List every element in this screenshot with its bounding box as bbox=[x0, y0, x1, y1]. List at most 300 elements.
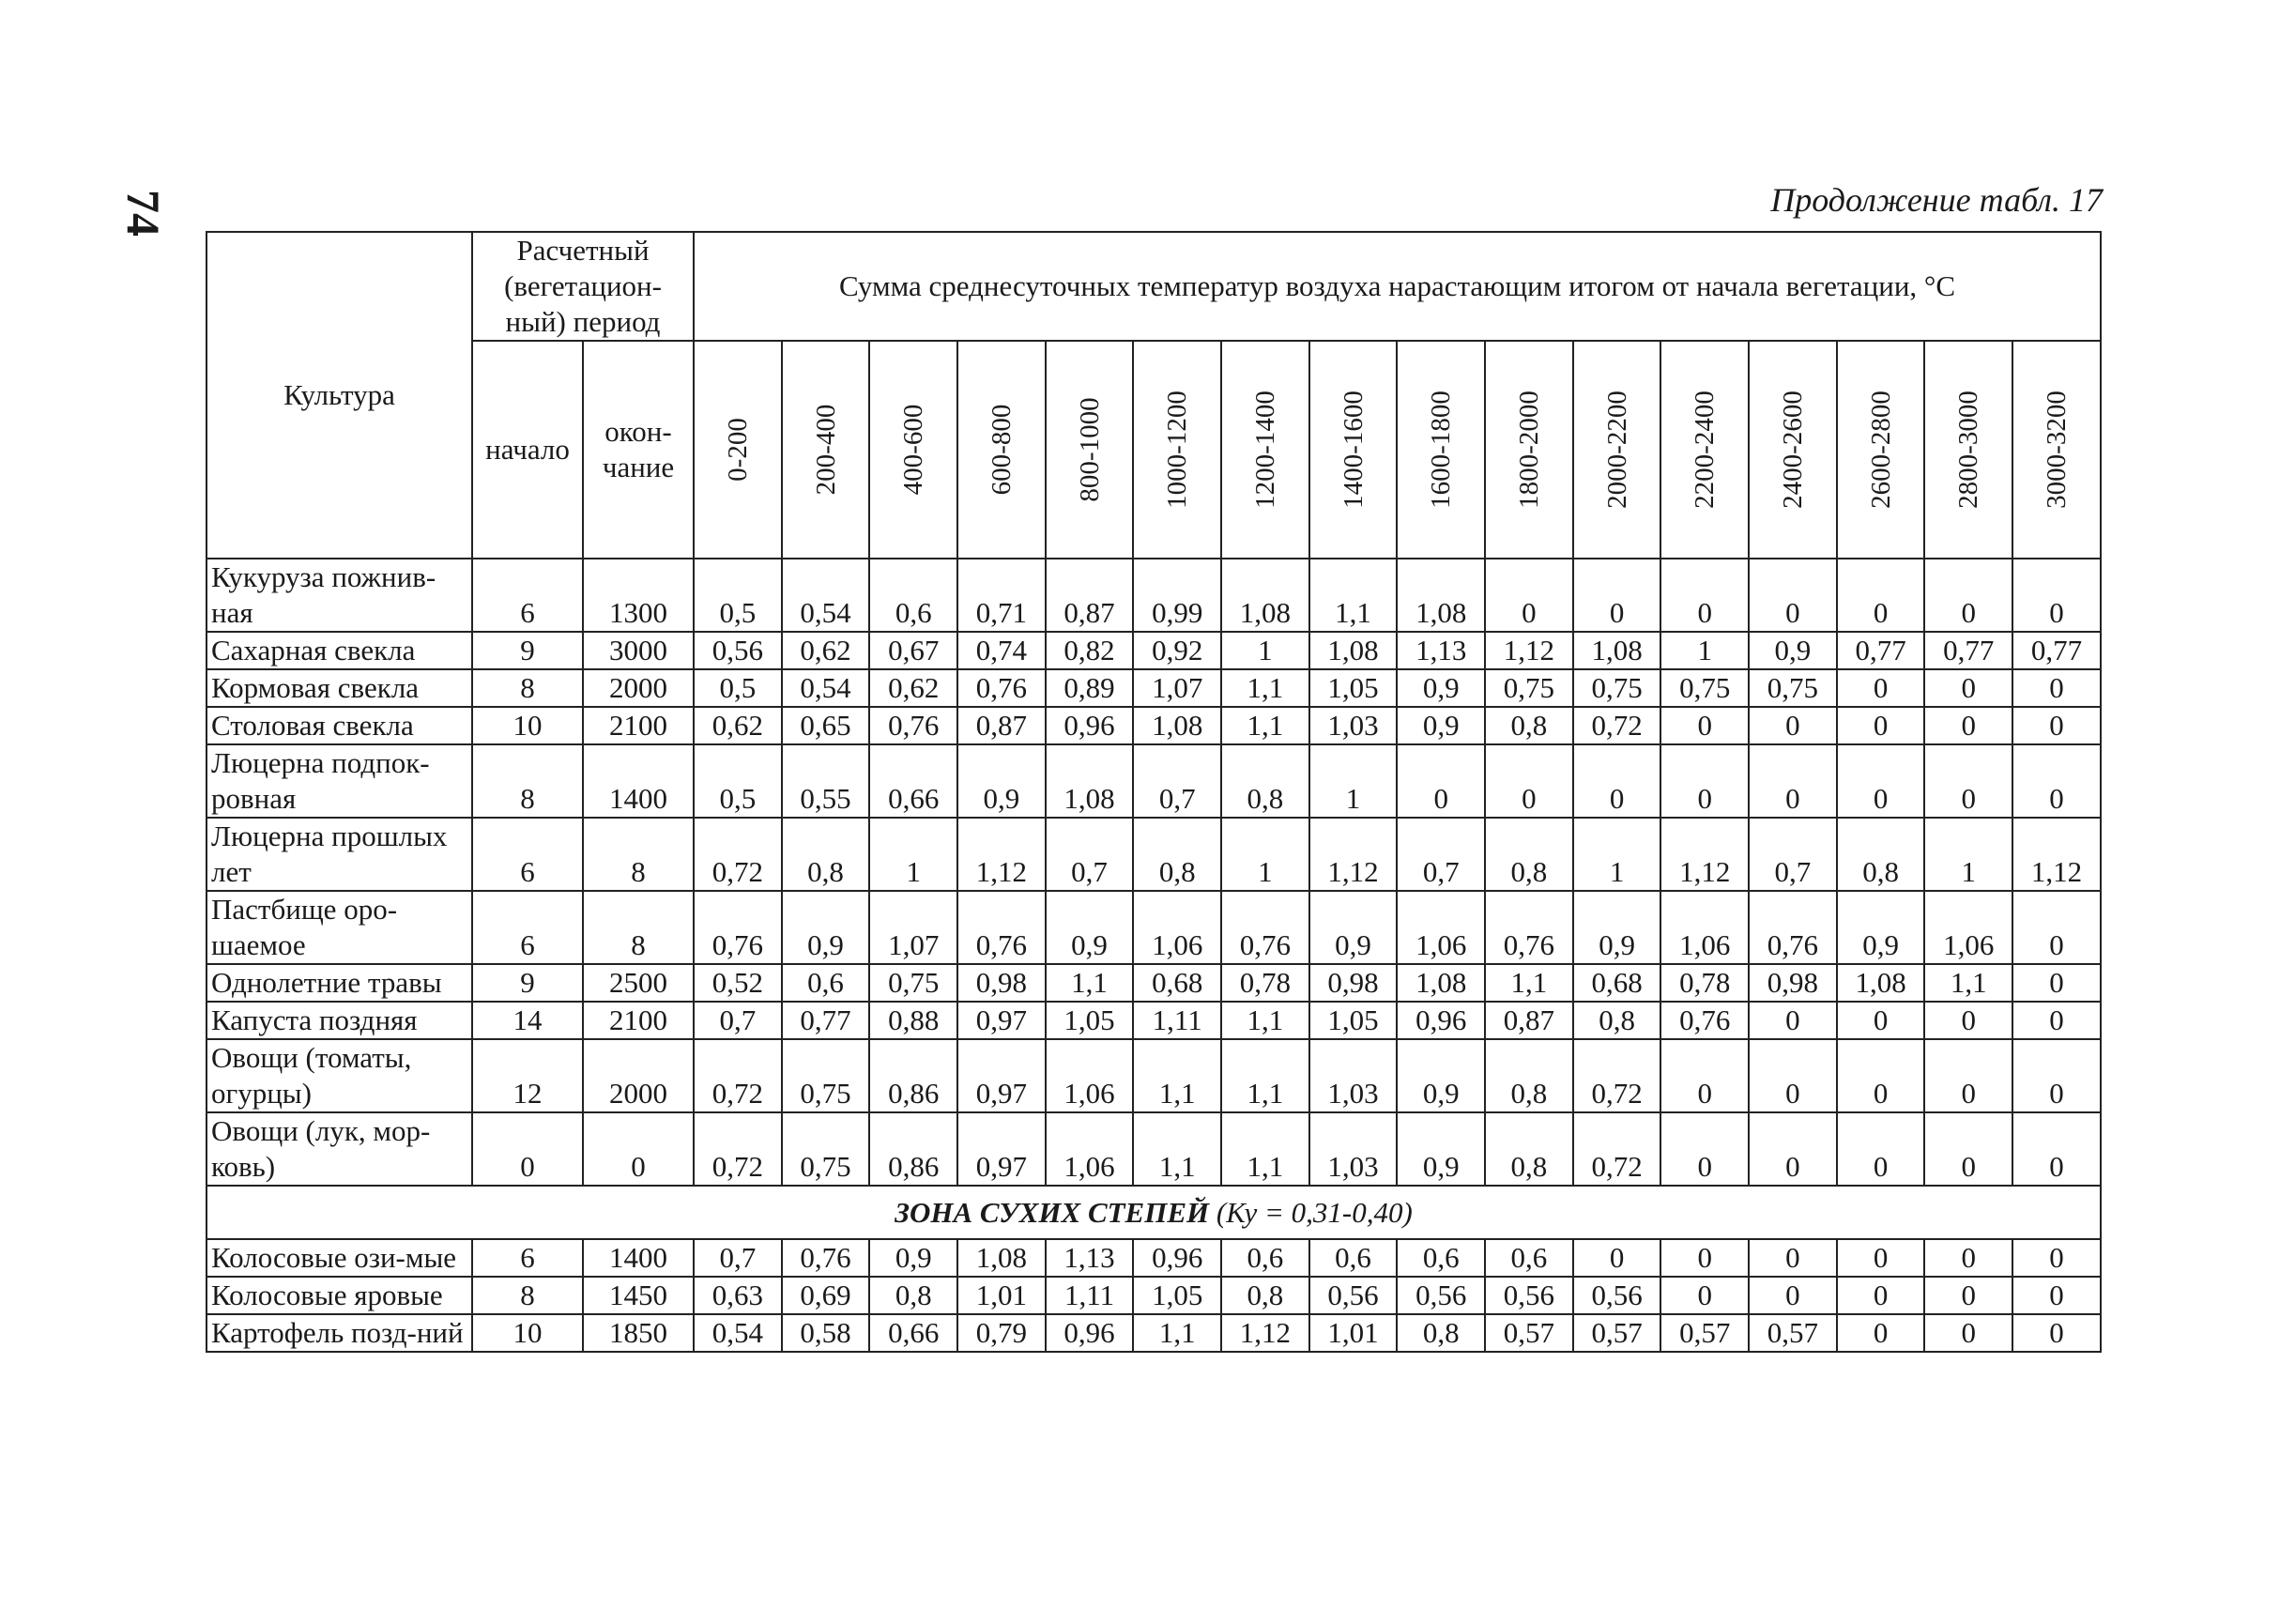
crop-name: Овощи (томаты, огурцы) bbox=[207, 1039, 472, 1112]
coefficient-cell: 1,1 bbox=[1309, 559, 1398, 632]
coefficient-cell: 0,54 bbox=[694, 1314, 782, 1352]
header-period-end: окон-чание bbox=[583, 341, 694, 559]
period-end: 2100 bbox=[583, 707, 694, 744]
coefficient-cell: 0,98 bbox=[1309, 964, 1398, 1002]
period-start: 12 bbox=[472, 1039, 583, 1112]
coefficient-cell: 0,74 bbox=[957, 632, 1046, 669]
coefficient-cell: 0,76 bbox=[1749, 891, 1837, 964]
period-start: 8 bbox=[472, 669, 583, 707]
coefficient-cell: 0,72 bbox=[1573, 1039, 1661, 1112]
coefficient-cell: 0,86 bbox=[869, 1039, 957, 1112]
coefficient-cell: 1,1 bbox=[1221, 669, 1309, 707]
coefficient-cell: 0 bbox=[2012, 744, 2101, 818]
coefficient-cell: 1,05 bbox=[1309, 1002, 1398, 1039]
period-end: 1400 bbox=[583, 1239, 694, 1277]
coefficient-cell: 0 bbox=[2012, 1002, 2101, 1039]
header-row-ranges bbox=[207, 341, 2101, 559]
coefficient-cell: 0 bbox=[1749, 744, 1837, 818]
period-start: 10 bbox=[472, 1314, 583, 1352]
coefficient-cell: 1 bbox=[1221, 818, 1309, 891]
coefficient-cell: 1,06 bbox=[1046, 1112, 1134, 1186]
coefficient-cell: 0,6 bbox=[1397, 1239, 1485, 1277]
coefficient-cell: 0 bbox=[1924, 559, 2012, 632]
header-range bbox=[1309, 341, 1398, 559]
period-end: 1400 bbox=[583, 744, 694, 818]
coefficient-cell: 0,9 bbox=[1397, 1039, 1485, 1112]
period-start: 10 bbox=[472, 707, 583, 744]
coefficient-cell: 1,07 bbox=[1133, 669, 1221, 707]
coefficient-cell: 1,1 bbox=[1924, 964, 2012, 1002]
coefficient-cell: 0,72 bbox=[694, 818, 782, 891]
coefficient-cell: 0,6 bbox=[1485, 1239, 1573, 1277]
coefficient-cell: 0 bbox=[2012, 707, 2101, 744]
coefficient-cell: 1,01 bbox=[1309, 1314, 1398, 1352]
coefficient-cell: 0,71 bbox=[957, 559, 1046, 632]
coefficient-cell: 0,66 bbox=[869, 1314, 957, 1352]
header-range bbox=[1837, 341, 1925, 559]
coefficient-cell: 0,78 bbox=[1221, 964, 1309, 1002]
coefficient-cell: 0,7 bbox=[694, 1239, 782, 1277]
coefficient-cell: 0 bbox=[1837, 1002, 1925, 1039]
table-row bbox=[207, 1039, 2101, 1112]
period-start: 6 bbox=[472, 891, 583, 964]
coefficient-cell: 1,08 bbox=[1397, 559, 1485, 632]
coefficient-cell: 0 bbox=[1837, 559, 1925, 632]
table-continuation-caption: Продолжение табл. 17 bbox=[1770, 181, 2103, 219]
coefficient-cell: 1,1 bbox=[1221, 1039, 1309, 1112]
coefficient-cell: 0,75 bbox=[1573, 669, 1661, 707]
table-row bbox=[207, 1277, 2101, 1314]
coefficient-cell: 0,75 bbox=[1660, 669, 1749, 707]
coefficient-cell: 1,12 bbox=[2012, 818, 2101, 891]
coefficient-cell: 1,1 bbox=[1221, 1002, 1309, 1039]
coefficient-cell: 0,75 bbox=[869, 964, 957, 1002]
coefficient-cell: 0,7 bbox=[1749, 818, 1837, 891]
header-range bbox=[2012, 341, 2101, 559]
coefficient-cell: 0 bbox=[1749, 707, 1837, 744]
table-row bbox=[207, 744, 2101, 818]
header-crop: Культура bbox=[207, 232, 472, 559]
coefficient-cell: 0,56 bbox=[694, 632, 782, 669]
coefficient-cell: 0 bbox=[1397, 744, 1485, 818]
crop-name: Кукуруза пожнив-ная bbox=[207, 559, 472, 632]
coefficient-cell: 0,56 bbox=[1309, 1277, 1398, 1314]
header-range-label: 2200-2400 bbox=[1690, 391, 1721, 509]
coefficient-cell: 1 bbox=[1221, 632, 1309, 669]
period-start: 14 bbox=[472, 1002, 583, 1039]
period-start: 8 bbox=[472, 1277, 583, 1314]
coefficient-cell: 0,9 bbox=[1046, 891, 1134, 964]
coefficient-cell: 0,9 bbox=[957, 744, 1046, 818]
table-row bbox=[207, 1314, 2101, 1352]
crop-name: Колосовые ози-мые bbox=[207, 1239, 472, 1277]
period-start: 0 bbox=[472, 1112, 583, 1186]
coefficient-cell: 0,8 bbox=[1573, 1002, 1661, 1039]
coefficient-cell: 0,99 bbox=[1133, 559, 1221, 632]
coefficient-cell: 0 bbox=[1837, 669, 1925, 707]
coefficient-cell: 0,82 bbox=[1046, 632, 1134, 669]
coefficient-cell: 1,11 bbox=[1046, 1277, 1134, 1314]
header-range-label: 1000-1200 bbox=[1162, 391, 1193, 509]
coefficient-cell: 0,77 bbox=[782, 1002, 870, 1039]
coefficient-cell: 1,06 bbox=[1133, 891, 1221, 964]
coefficient-cell: 0,5 bbox=[694, 559, 782, 632]
coefficient-cell: 1 bbox=[1660, 632, 1749, 669]
header-range-label: 3000-3200 bbox=[2042, 391, 2073, 509]
coefficient-cell: 0,87 bbox=[1046, 559, 1134, 632]
header-range bbox=[1221, 341, 1309, 559]
crop-name: Пастбище оро-шаемое bbox=[207, 891, 472, 964]
header-range-label: 0-200 bbox=[722, 418, 753, 482]
crop-name: Люцерна прошлых лет bbox=[207, 818, 472, 891]
coefficient-cell: 0 bbox=[1924, 744, 2012, 818]
coefficient-cell: 0,5 bbox=[694, 669, 782, 707]
crop-name: Овощи (лук, мор-ковь) bbox=[207, 1112, 472, 1186]
header-range-label: 1400-1600 bbox=[1338, 391, 1369, 509]
coefficient-cell: 0,62 bbox=[869, 669, 957, 707]
coefficient-cell: 1,05 bbox=[1046, 1002, 1134, 1039]
coefficient-cell: 0 bbox=[1837, 744, 1925, 818]
coefficient-cell: 0,9 bbox=[1573, 891, 1661, 964]
crop-name: Однолетние травы bbox=[207, 964, 472, 1002]
period-end: 3000 bbox=[583, 632, 694, 669]
header-range bbox=[1573, 341, 1661, 559]
coefficient-cell: 0 bbox=[1660, 1277, 1749, 1314]
table-row bbox=[207, 559, 2101, 632]
coefficient-cell: 0 bbox=[2012, 1039, 2101, 1112]
period-end: 8 bbox=[583, 818, 694, 891]
table-row bbox=[207, 818, 2101, 891]
coefficient-cell: 0,69 bbox=[782, 1277, 870, 1314]
header-period-start: начало bbox=[472, 341, 583, 559]
coefficient-cell: 1,13 bbox=[1397, 632, 1485, 669]
coefficient-cell: 0,72 bbox=[694, 1039, 782, 1112]
coefficient-cell: 0 bbox=[1573, 559, 1661, 632]
coefficient-cell: 0 bbox=[1837, 707, 1925, 744]
header-range-label: 800-1000 bbox=[1074, 397, 1105, 502]
coefficient-cell: 1,06 bbox=[1046, 1039, 1134, 1112]
page-number: 74 bbox=[117, 190, 170, 237]
coefficient-cell: 0,9 bbox=[1397, 669, 1485, 707]
coefficient-cell: 0,96 bbox=[1046, 707, 1134, 744]
crop-name: Кормовая свекла bbox=[207, 669, 472, 707]
coefficient-cell: 0,77 bbox=[1837, 632, 1925, 669]
coefficient-cell: 0 bbox=[1837, 1039, 1925, 1112]
coefficient-cell: 0,92 bbox=[1133, 632, 1221, 669]
coefficient-cell: 0 bbox=[2012, 1112, 2101, 1186]
coefficient-cell: 0,9 bbox=[1837, 891, 1925, 964]
coefficient-cell: 0,77 bbox=[2012, 632, 2101, 669]
coefficient-cell: 0 bbox=[1660, 1239, 1749, 1277]
coefficient-cell: 0 bbox=[1837, 1239, 1925, 1277]
coefficient-cell: 0,79 bbox=[957, 1314, 1046, 1352]
header-range-label: 2000-2200 bbox=[1601, 391, 1632, 509]
coefficient-cell: 0 bbox=[1837, 1314, 1925, 1352]
coefficient-cell: 0,65 bbox=[782, 707, 870, 744]
coefficient-cell: 0,86 bbox=[869, 1112, 957, 1186]
coefficient-cell: 0 bbox=[1924, 1112, 2012, 1186]
coefficient-cell: 0 bbox=[1924, 1002, 2012, 1039]
coefficient-cell: 1,06 bbox=[1397, 891, 1485, 964]
period-end: 8 bbox=[583, 891, 694, 964]
coefficient-cell: 1,12 bbox=[1660, 818, 1749, 891]
coefficient-cell: 0,62 bbox=[694, 707, 782, 744]
coefficient-cell: 0,7 bbox=[1046, 818, 1134, 891]
coefficient-cell: 0,68 bbox=[1133, 964, 1221, 1002]
coefficient-cell: 0,54 bbox=[782, 559, 870, 632]
coefficient-cell: 0,76 bbox=[782, 1239, 870, 1277]
header-range-label: 200-400 bbox=[810, 404, 841, 496]
coefficient-cell: 0 bbox=[1924, 1277, 2012, 1314]
coefficient-cell: 0 bbox=[1749, 1239, 1837, 1277]
coefficient-cell: 1,06 bbox=[1924, 891, 2012, 964]
period-end: 2000 bbox=[583, 669, 694, 707]
header-range bbox=[782, 341, 870, 559]
table-body bbox=[207, 559, 2101, 1352]
header-range bbox=[1749, 341, 1837, 559]
period-end: 1850 bbox=[583, 1314, 694, 1352]
crop-name: Столовая свекла bbox=[207, 707, 472, 744]
coefficient-cell: 0 bbox=[1660, 1039, 1749, 1112]
coefficient-cell: 0,66 bbox=[869, 744, 957, 818]
period-start: 6 bbox=[472, 559, 583, 632]
table-row bbox=[207, 1112, 2101, 1186]
period-start: 6 bbox=[472, 818, 583, 891]
coefficient-cell: 0,8 bbox=[1221, 1277, 1309, 1314]
coefficient-cell: 0,9 bbox=[1309, 891, 1398, 964]
coefficient-cell: 0,8 bbox=[1221, 744, 1309, 818]
coefficient-cell: 1,08 bbox=[1837, 964, 1925, 1002]
coefficient-cell: 0,6 bbox=[1221, 1239, 1309, 1277]
coefficient-cell: 0,9 bbox=[782, 891, 870, 964]
coefficient-cell: 0,8 bbox=[1133, 818, 1221, 891]
coefficient-cell: 0 bbox=[1660, 744, 1749, 818]
coefficient-cell: 0 bbox=[2012, 1239, 2101, 1277]
coefficient-cell: 0,89 bbox=[1046, 669, 1134, 707]
coefficient-cell: 0,57 bbox=[1660, 1314, 1749, 1352]
coefficient-cell: 0 bbox=[1749, 1039, 1837, 1112]
coefficient-cell: 0 bbox=[1749, 1002, 1837, 1039]
coefficient-cell: 1,13 bbox=[1046, 1239, 1134, 1277]
coefficient-cell: 0,72 bbox=[1573, 1112, 1661, 1186]
coefficient-cell: 0,98 bbox=[1749, 964, 1837, 1002]
coefficient-cell: 0,5 bbox=[694, 744, 782, 818]
coefficient-cell: 0,7 bbox=[1133, 744, 1221, 818]
coefficient-cell: 0,76 bbox=[1660, 1002, 1749, 1039]
coefficient-cell: 0,58 bbox=[782, 1314, 870, 1352]
coefficient-cell: 0,57 bbox=[1485, 1314, 1573, 1352]
zone-row bbox=[207, 1186, 2101, 1239]
coefficient-cell: 1,1 bbox=[1046, 964, 1134, 1002]
header-range-label: 2800-3000 bbox=[1953, 391, 1984, 509]
table-row bbox=[207, 1002, 2101, 1039]
coefficient-cell: 0,62 bbox=[782, 632, 870, 669]
coefficient-cell: 0,56 bbox=[1485, 1277, 1573, 1314]
coefficient-cell: 0,98 bbox=[957, 964, 1046, 1002]
coefficient-cell: 1,1 bbox=[1221, 1112, 1309, 1186]
coefficient-cell: 1 bbox=[1573, 818, 1661, 891]
coefficient-cell: 0 bbox=[2012, 559, 2101, 632]
coefficient-cell: 1,1 bbox=[1133, 1314, 1221, 1352]
period-end: 2000 bbox=[583, 1039, 694, 1112]
coefficient-cell: 0,52 bbox=[694, 964, 782, 1002]
coefficient-cell: 0,67 bbox=[869, 632, 957, 669]
period-start: 9 bbox=[472, 964, 583, 1002]
header-range-label: 2400-2600 bbox=[1777, 391, 1808, 509]
coefficient-cell: 0,96 bbox=[1397, 1002, 1485, 1039]
coefficient-cell: 0,8 bbox=[1837, 818, 1925, 891]
coefficient-cell: 0,76 bbox=[1221, 891, 1309, 964]
header-row-top bbox=[207, 232, 2101, 341]
coefficient-cell: 0,72 bbox=[694, 1112, 782, 1186]
coefficient-cell: 1,12 bbox=[1485, 632, 1573, 669]
header-range-label: 2600-2800 bbox=[1865, 391, 1896, 509]
coefficient-cell: 0 bbox=[1837, 1112, 1925, 1186]
coefficient-cell: 0,8 bbox=[1485, 818, 1573, 891]
coefficient-cell: 0,56 bbox=[1397, 1277, 1485, 1314]
coefficient-cell: 0,87 bbox=[957, 707, 1046, 744]
crop-name: Капуста поздняя bbox=[207, 1002, 472, 1039]
crop-name: Сахарная свекла bbox=[207, 632, 472, 669]
table-row bbox=[207, 1239, 2101, 1277]
coefficient-cell: 0,97 bbox=[957, 1002, 1046, 1039]
zone-header bbox=[207, 1186, 2101, 1239]
coefficient-cell: 0 bbox=[2012, 669, 2101, 707]
coefficient-cell: 0,97 bbox=[957, 1112, 1046, 1186]
coefficient-cell: 0,88 bbox=[869, 1002, 957, 1039]
coefficient-cell: 0,8 bbox=[782, 818, 870, 891]
coefficient-cell: 1,12 bbox=[1309, 818, 1398, 891]
coefficient-cell: 0 bbox=[1749, 559, 1837, 632]
coefficient-cell: 0,6 bbox=[1309, 1239, 1398, 1277]
coefficient-cell: 0,6 bbox=[782, 964, 870, 1002]
coefficient-cell: 0 bbox=[1749, 1277, 1837, 1314]
table-row bbox=[207, 632, 2101, 669]
header-range bbox=[694, 341, 782, 559]
header-range-label: 1200-1400 bbox=[1249, 391, 1280, 509]
coefficient-cell: 1,08 bbox=[1397, 964, 1485, 1002]
coefficient-cell: 0 bbox=[1924, 1039, 2012, 1112]
coefficient-cell: 1,08 bbox=[1573, 632, 1661, 669]
crop-name: Колосовые яровые bbox=[207, 1277, 472, 1314]
coefficient-cell: 0,8 bbox=[1485, 1039, 1573, 1112]
period-start: 6 bbox=[472, 1239, 583, 1277]
coefficient-cell: 1,08 bbox=[1309, 632, 1398, 669]
coefficient-cell: 1,12 bbox=[957, 818, 1046, 891]
coefficient-cell: 0,9 bbox=[1397, 707, 1485, 744]
coefficient-cell: 1,11 bbox=[1133, 1002, 1221, 1039]
coefficient-cell: 0 bbox=[2012, 1277, 2101, 1314]
coefficient-cell: 1,06 bbox=[1660, 891, 1749, 964]
coefficient-cell: 0,96 bbox=[1046, 1314, 1134, 1352]
coefficient-cell: 1,08 bbox=[957, 1239, 1046, 1277]
coefficient-cell: 0,76 bbox=[694, 891, 782, 964]
header-range bbox=[1924, 341, 2012, 559]
coefficient-cell: 0 bbox=[1660, 707, 1749, 744]
header-range bbox=[869, 341, 957, 559]
table-row bbox=[207, 707, 2101, 744]
coefficient-cell: 1,03 bbox=[1309, 1039, 1398, 1112]
period-end: 2100 bbox=[583, 1002, 694, 1039]
coefficient-cell: 0,75 bbox=[782, 1112, 870, 1186]
coefficient-cell: 0,87 bbox=[1485, 1002, 1573, 1039]
coefficient-cell: 0,9 bbox=[1397, 1112, 1485, 1186]
header-temperature-sum: Сумма среднесуточных температур воздуха нарастающим итогом от начала вегетации, °С bbox=[694, 232, 2101, 341]
header-range bbox=[1397, 341, 1485, 559]
coefficient-cell: 1,05 bbox=[1309, 669, 1398, 707]
table-row bbox=[207, 964, 2101, 1002]
coefficient-cell: 1,01 bbox=[957, 1277, 1046, 1314]
coefficient-cell: 0,7 bbox=[1397, 818, 1485, 891]
coefficient-cell: 1,1 bbox=[1133, 1112, 1221, 1186]
coefficient-cell: 0 bbox=[1485, 559, 1573, 632]
coefficient-cell: 0,57 bbox=[1573, 1314, 1661, 1352]
coefficient-cell: 1 bbox=[1309, 744, 1398, 818]
header-range bbox=[1660, 341, 1749, 559]
coefficient-cell: 0,6 bbox=[869, 559, 957, 632]
coefficient-cell: 1,1 bbox=[1485, 964, 1573, 1002]
header-range-label: 1600-1800 bbox=[1426, 391, 1457, 509]
header-range-label: 400-600 bbox=[898, 404, 929, 496]
header-range bbox=[1046, 341, 1134, 559]
coefficient-cell: 0,68 bbox=[1573, 964, 1661, 1002]
zone-name: ЗОНА СУХИХ СТЕПЕЙ bbox=[895, 1195, 1210, 1229]
period-start: 8 bbox=[472, 744, 583, 818]
coefficient-cell: 0 bbox=[2012, 891, 2101, 964]
coefficient-cell: 0,96 bbox=[1133, 1239, 1221, 1277]
coefficient-cell: 0 bbox=[1924, 1314, 2012, 1352]
period-end: 1300 bbox=[583, 559, 694, 632]
coefficient-cell: 0,8 bbox=[869, 1277, 957, 1314]
coefficient-cell: 0,63 bbox=[694, 1277, 782, 1314]
coefficient-cell: 1,08 bbox=[1133, 707, 1221, 744]
coefficient-cell: 0,55 bbox=[782, 744, 870, 818]
coefficient-cell: 1,1 bbox=[1221, 707, 1309, 744]
coefficient-cell: 0 bbox=[1485, 744, 1573, 818]
coefficient-cell: 0 bbox=[1924, 707, 2012, 744]
coefficient-cell: 0,57 bbox=[1749, 1314, 1837, 1352]
coefficient-cell: 0 bbox=[1749, 1112, 1837, 1186]
period-end: 2500 bbox=[583, 964, 694, 1002]
coefficient-cell: 0,76 bbox=[957, 891, 1046, 964]
coefficient-cell: 0,76 bbox=[869, 707, 957, 744]
coefficient-cell: 0,56 bbox=[1573, 1277, 1661, 1314]
coefficient-cell: 0 bbox=[1660, 1112, 1749, 1186]
coefficient-cell: 0 bbox=[1924, 1239, 2012, 1277]
coefficient-cell: 0,54 bbox=[782, 669, 870, 707]
coefficient-cell: 0,76 bbox=[957, 669, 1046, 707]
table-row bbox=[207, 669, 2101, 707]
coefficient-cell: 0,72 bbox=[1573, 707, 1661, 744]
coefficient-cell: 1,08 bbox=[1046, 744, 1134, 818]
period-start: 9 bbox=[472, 632, 583, 669]
coefficient-cell: 1,03 bbox=[1309, 707, 1398, 744]
coefficient-cell: 0 bbox=[1924, 669, 2012, 707]
coefficient-cell: 0 bbox=[2012, 1314, 2101, 1352]
crop-name: Картофель позд-ний bbox=[207, 1314, 472, 1352]
crop-name: Люцерна подпок-ровная bbox=[207, 744, 472, 818]
header-range-label: 600-800 bbox=[986, 404, 1017, 496]
coefficient-cell: 0,8 bbox=[1485, 707, 1573, 744]
coefficient-cell: 0,75 bbox=[1749, 669, 1837, 707]
coefficient-cell: 0 bbox=[1573, 1239, 1661, 1277]
coefficient-cell: 1,12 bbox=[1221, 1314, 1309, 1352]
coefficient-cell: 0 bbox=[1837, 1277, 1925, 1314]
header-range bbox=[1133, 341, 1221, 559]
zone-coefficient: (Ку = 0,31-0,40) bbox=[1216, 1195, 1413, 1229]
coefficient-cell: 0,75 bbox=[782, 1039, 870, 1112]
coefficient-cell: 1,05 bbox=[1133, 1277, 1221, 1314]
